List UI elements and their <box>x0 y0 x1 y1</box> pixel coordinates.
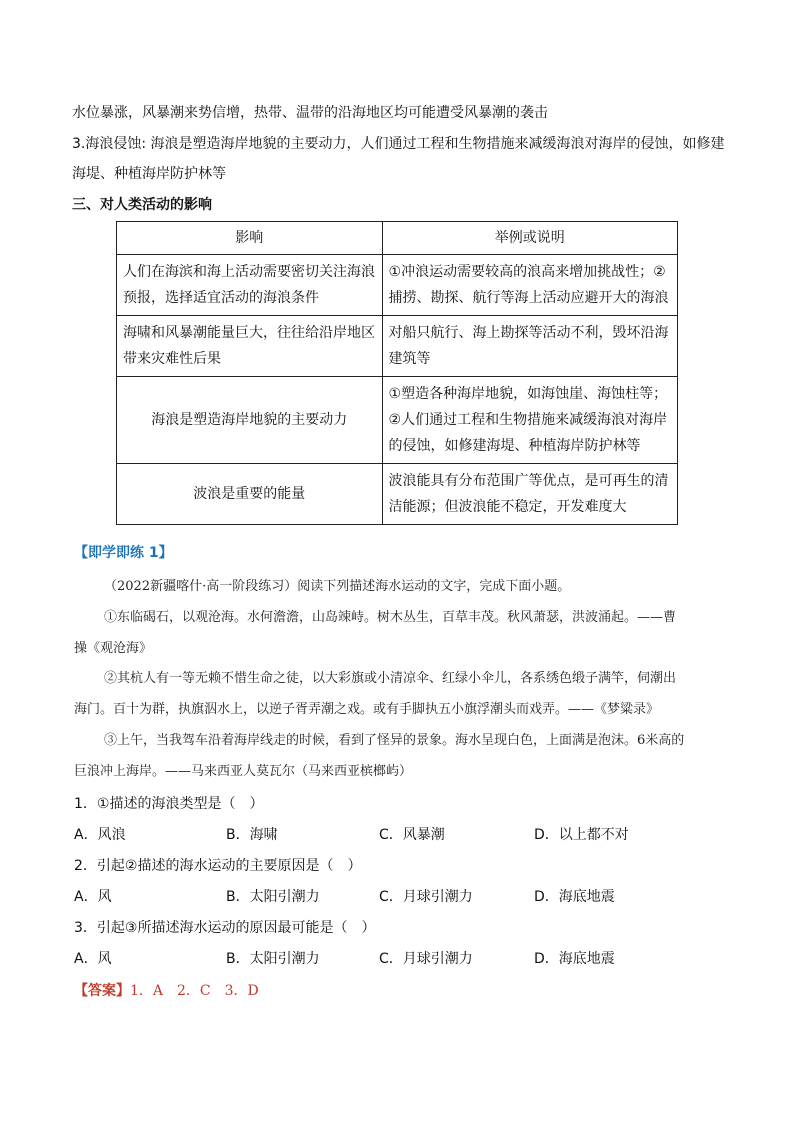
paragraph-wave-erosion-continued: 海堤、种植海岸防护林等 <box>72 166 226 182</box>
section-heading: 三、对人类活动的影响 <box>72 197 212 213</box>
paragraph-wave-erosion: 3.海浪侵蚀: 海浪是塑造海岸地貌的主要动力，人们通过工程和生物措施来减缓海浪对海岸的侵蚀，如修建 <box>72 136 725 152</box>
table-row <box>117 316 678 377</box>
reading-text-1: ①东临碣石，以观沧海。水何澹澹，山岛竦峙。树木丛生，百草丰茂。秋风萧瑟，洪波涌起。——曹 <box>104 610 677 625</box>
reading-text-3: ③上午，当我驾车沿着海岸线走的时候，看到了怪异的景象。海水呈现白色，上面满是泡沫。6米高的 <box>104 733 685 748</box>
option-c[interactable]: C．风暴潮 <box>379 827 445 843</box>
option-b[interactable]: B．太阳引潮力 <box>226 889 320 905</box>
question-3-stem: 3．引起③所描述海水运动的原因最可能是（ ） <box>74 920 376 936</box>
table-cell-impact: 波浪是重要的能量 <box>117 464 383 525</box>
impact-table <box>116 221 678 525</box>
option-c[interactable]: C．月球引潮力 <box>379 889 473 905</box>
option-a[interactable]: A．风浪 <box>74 827 126 843</box>
table-cell-example: 波浪能具有分布范围广等优点，是可再生的清洁能源；但波浪能不稳定，开发难度大 <box>382 464 677 525</box>
option-b[interactable]: B．太阳引潮力 <box>226 951 320 967</box>
table-cell-example: ①塑造各种海岸地貌，如海蚀崖、海蚀柱等；②人们通过工程和生物措施来减缓海浪对海岸的侵蚀，如修建海堤、种植海岸防护林等 <box>382 377 677 464</box>
paragraph-storm-surge-continued: 水位暴涨，风暴潮来势信增，热带、温带的沿海地区均可能遭受风暴潮的袭击 <box>72 105 548 121</box>
practice-tag: 【即学即练 1】 <box>74 545 173 561</box>
option-d[interactable]: D．以上都不对 <box>534 827 629 843</box>
table-row <box>117 464 678 525</box>
question-2-stem: 2．引起②描述的海水运动的主要原因是（ ） <box>74 858 362 874</box>
table-header-example: 举例或说明 <box>382 222 677 255</box>
question-2-options <box>74 886 694 906</box>
reading-text-2-cont: 海门。百十为群，执旗泅水上，以逆子胥弄潮之戏。或有手脚执五小旗浮潮头而戏弄。——《梦粱录》 <box>74 702 660 717</box>
table-cell-impact: 人们在海滨和海上活动需要密切关注海浪预报，选择适宜活动的海浪条件 <box>117 255 383 316</box>
reading-text-2: ②其杭人有一等无赖不惜生命之徒，以大彩旗或小清凉伞、红绿小伞儿，各系绣色缎子满竿，伺潮出 <box>104 671 677 686</box>
table-cell-example: 对船只航行、海上勘探等活动不利，毁坏沿海建筑等 <box>382 316 677 377</box>
option-a[interactable]: A．风 <box>74 889 112 905</box>
answer-label: 【答案】 <box>74 983 130 999</box>
table-header-row <box>117 222 678 255</box>
answer-line <box>74 980 259 1000</box>
option-a[interactable]: A．风 <box>74 951 112 967</box>
table-cell-impact: 海浪是塑造海岸地貌的主要动力 <box>117 377 383 464</box>
reading-text-1-cont: 操《观沧海》 <box>74 641 153 656</box>
option-b[interactable]: B．海啸 <box>226 827 278 843</box>
practice-stem: （2022新疆喀什·高一阶段练习）阅读下列描述海水运动的文字，完成下面小题。 <box>104 579 571 594</box>
question-1-options <box>74 824 694 844</box>
option-c[interactable]: C．月球引潮力 <box>379 951 473 967</box>
option-d[interactable]: D．海底地震 <box>534 889 615 905</box>
option-d[interactable]: D．海底地震 <box>534 951 615 967</box>
table-cell-impact: 海啸和风暴潮能量巨大，往往给沿岸地区带来灾难性后果 <box>117 316 383 377</box>
table-row <box>117 255 678 316</box>
table-cell-example: ①冲浪运动需要较高的浪高来增加挑战性；②捕捞、勘探、航行等海上活动应避开大的海浪 <box>382 255 677 316</box>
reading-text-3-cont: 巨浪冲上海岸。——马来西亚人莫瓦尔（马来西亚槟榔屿） <box>74 764 413 779</box>
question-1-stem: 1．①描述的海浪类型是（ ） <box>74 796 264 812</box>
question-3-options <box>74 948 694 968</box>
table-header-impact: 影响 <box>117 222 383 255</box>
answer-value: 1．A 2．C 3．D <box>130 983 259 999</box>
table-row <box>117 377 678 464</box>
